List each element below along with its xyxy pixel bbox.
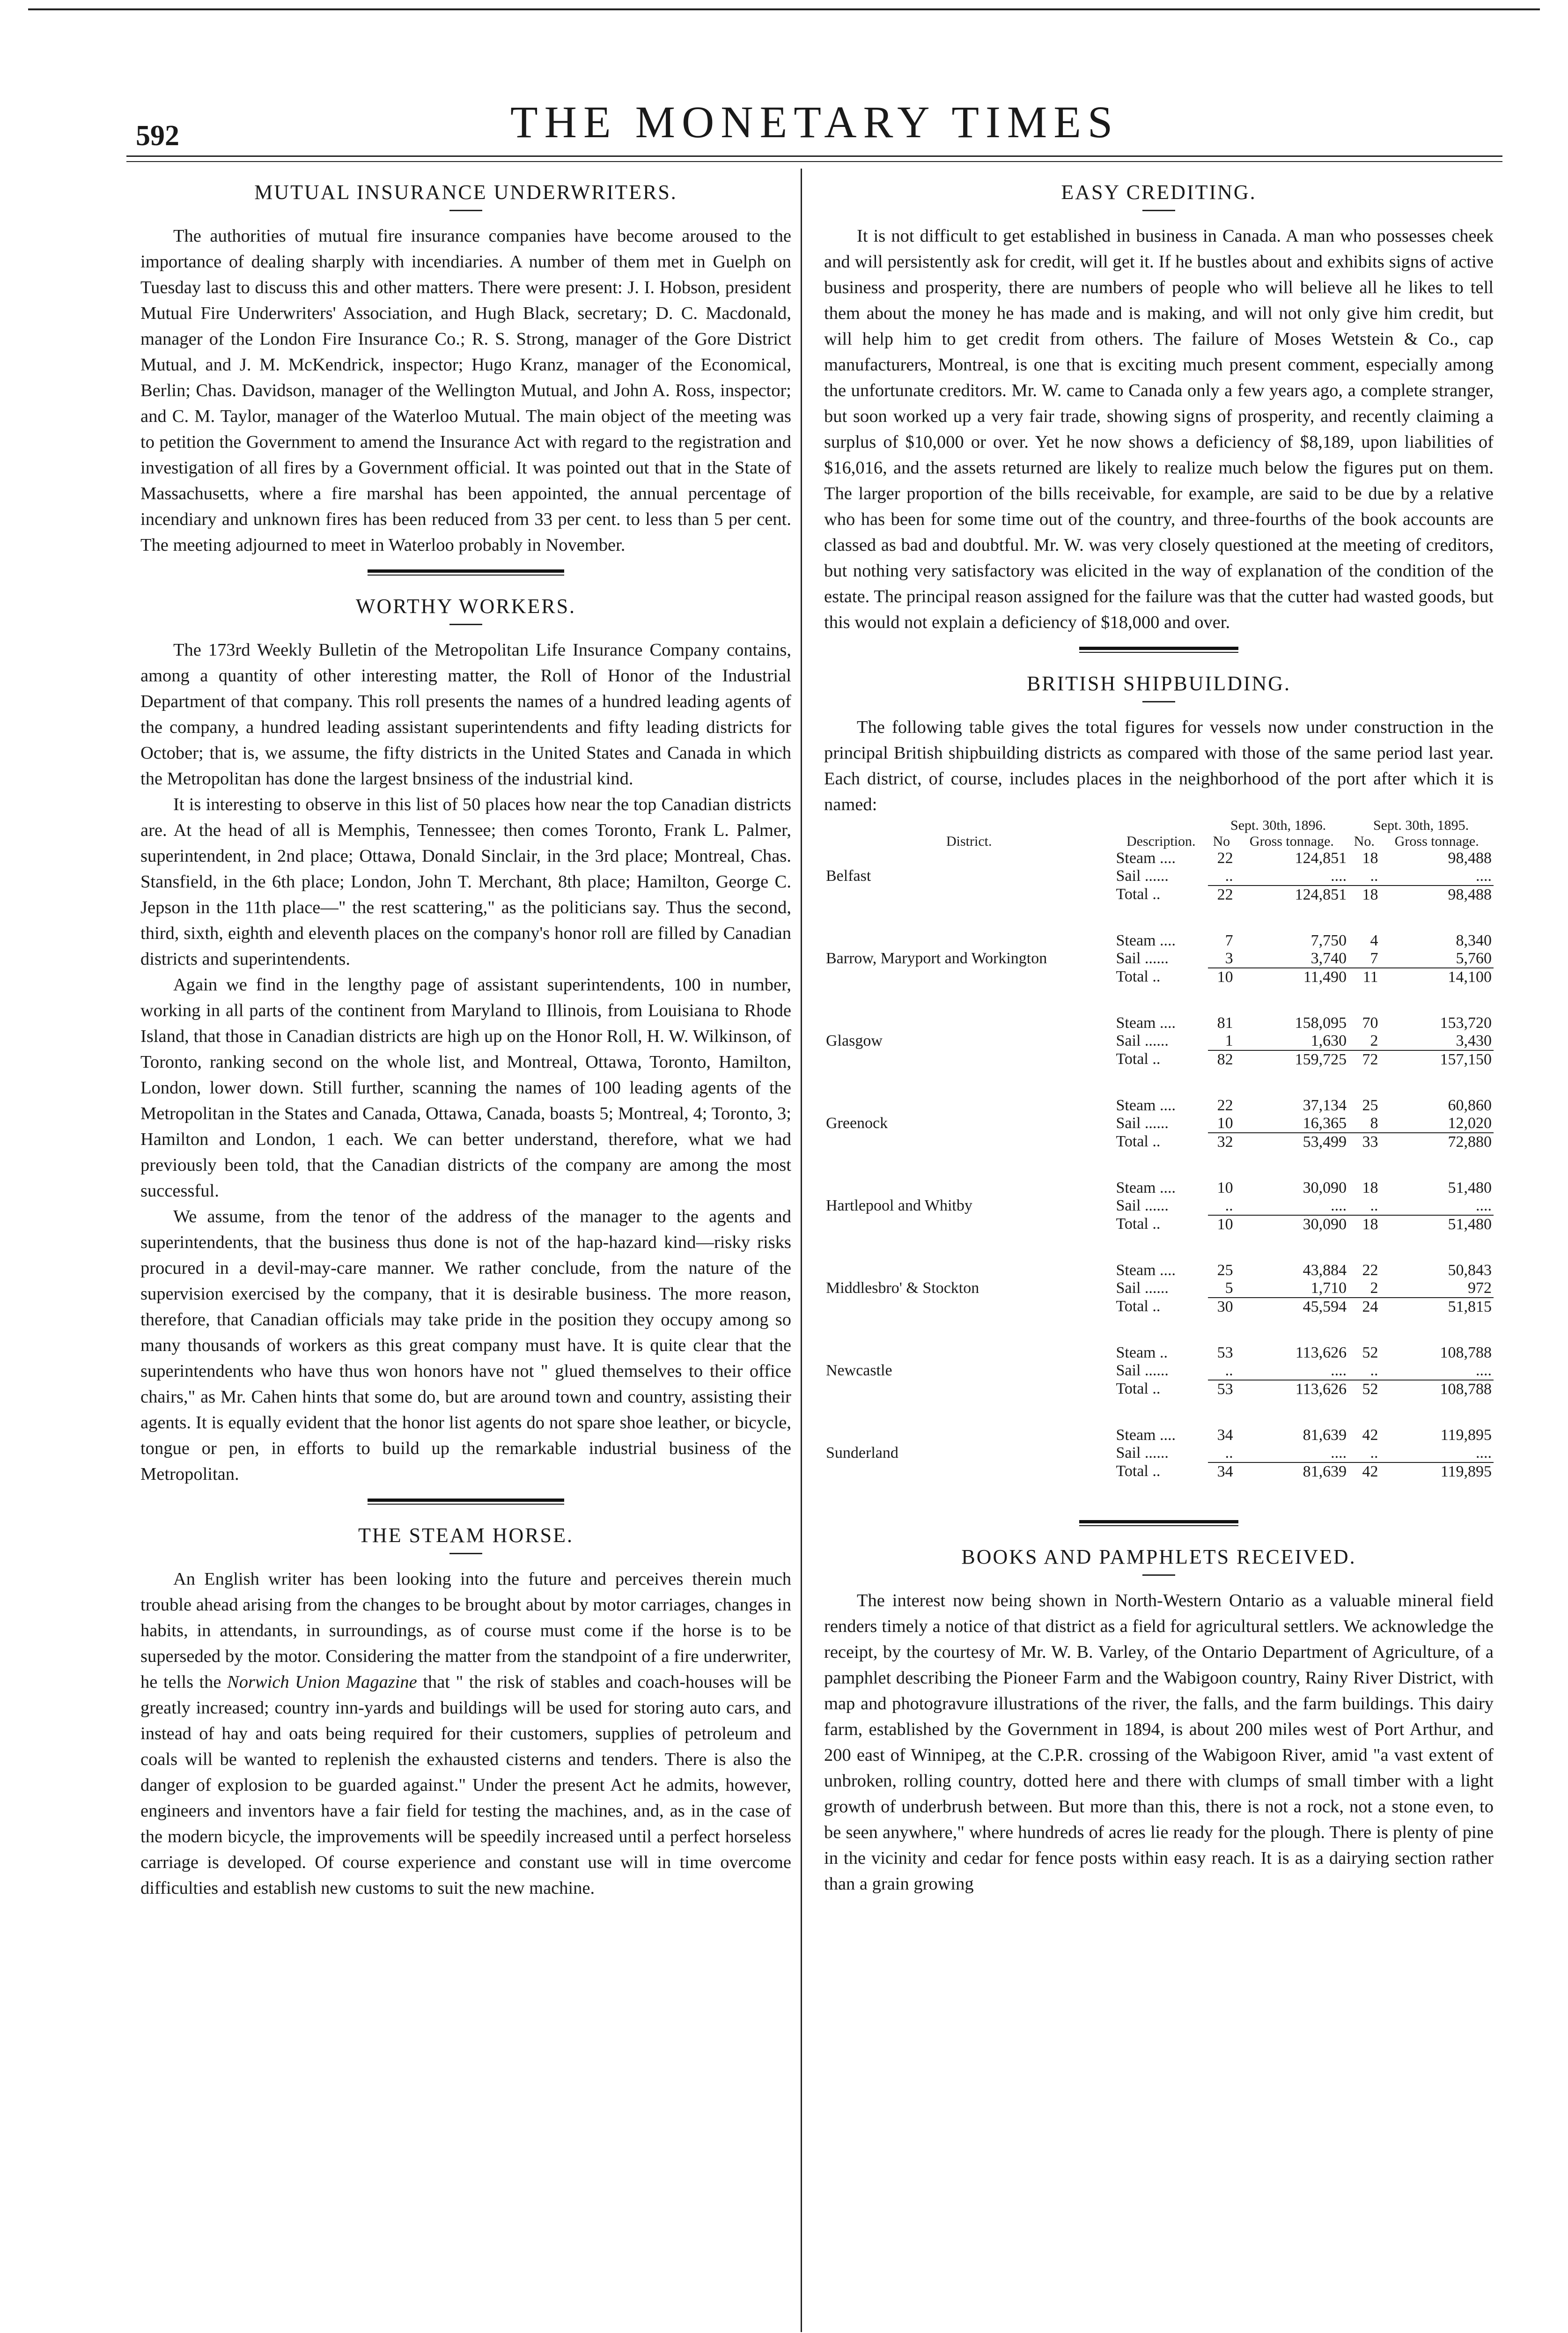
- table-cell: ....: [1476, 867, 1492, 885]
- row-description: Steam ....: [1116, 849, 1176, 867]
- table-row: [824, 867, 1494, 886]
- table-cell: 37,134: [1303, 1097, 1347, 1114]
- table-cell: 34: [1217, 1426, 1233, 1444]
- table-row: [824, 1344, 1494, 1362]
- table-cell: 108,788: [1440, 1344, 1492, 1361]
- table-cell: 159,725: [1235, 1050, 1349, 1069]
- table-cell: 10: [1208, 1215, 1235, 1233]
- table-cell: ....: [1476, 1362, 1492, 1379]
- district-name: [824, 1133, 1114, 1151]
- section-separator: [368, 569, 564, 576]
- table-cell: 30,090: [1235, 1215, 1349, 1233]
- district-name: [824, 886, 1114, 904]
- gap-cell: [824, 1316, 1494, 1344]
- district-name: [824, 1462, 1114, 1481]
- title-dash: [1142, 1574, 1175, 1576]
- row-description: Sail ......: [1116, 1362, 1169, 1379]
- table-cell: 81: [1217, 1014, 1233, 1032]
- row-description: Sail ......: [1116, 1444, 1169, 1462]
- table-cell: 11: [1348, 968, 1380, 986]
- table-cell: 42: [1348, 1462, 1380, 1481]
- table-cell: 24: [1348, 1298, 1380, 1316]
- table-cell: 43,884: [1303, 1262, 1347, 1279]
- table-cell: 3,740: [1310, 950, 1347, 967]
- table-cell: 25: [1362, 1097, 1378, 1114]
- table-row: [824, 1050, 1494, 1069]
- district-name: [824, 968, 1114, 986]
- title-dash: [1142, 210, 1175, 211]
- district-name: [824, 1426, 1114, 1444]
- table-cell: 52: [1362, 1344, 1378, 1361]
- section-separator: [1079, 647, 1238, 653]
- table-cell: 34: [1208, 1462, 1235, 1481]
- table-cell: ..: [1225, 1362, 1233, 1379]
- table-cell: 1,710: [1310, 1279, 1347, 1297]
- gap-cell: [824, 904, 1494, 932]
- table-cell: 18: [1348, 1215, 1380, 1233]
- table-cell: 153,720: [1440, 1014, 1492, 1032]
- district-name: Middlesbro' & Stockton: [826, 1279, 979, 1297]
- district-name: [824, 1179, 1114, 1197]
- article-title-ship: BRITISH SHIPBUILDING.: [1026, 672, 1291, 695]
- table-cell: 81,639: [1303, 1426, 1347, 1444]
- table-cell: 7: [1225, 932, 1233, 949]
- row-description: Sail ......: [1116, 950, 1169, 967]
- table-cell: 72: [1348, 1050, 1380, 1069]
- row-description: Total ..: [1116, 1298, 1161, 1315]
- table-cell: ..: [1225, 867, 1233, 885]
- table-cell: ..: [1370, 1362, 1378, 1379]
- title-dash: [1142, 701, 1175, 702]
- row-gap: [824, 1151, 1494, 1179]
- table-row: [824, 1032, 1494, 1050]
- table-cell: 22: [1362, 1262, 1378, 1279]
- table-cell: 25: [1217, 1262, 1233, 1279]
- table-cell: 18: [1348, 886, 1380, 904]
- table-row: [824, 1444, 1494, 1462]
- table-cell: 18: [1362, 849, 1378, 867]
- table-row: [824, 1179, 1494, 1197]
- table-cell: ..: [1225, 1444, 1233, 1462]
- table-row: [824, 968, 1494, 986]
- table-cell: 124,851: [1295, 849, 1347, 867]
- row-description: Total ..: [1116, 1050, 1161, 1068]
- table-cell: 51,815: [1380, 1298, 1494, 1316]
- row-gap: [824, 904, 1494, 932]
- table-cell: 53: [1208, 1380, 1235, 1398]
- section-separator: [1079, 1520, 1238, 1526]
- table-cell: 32: [1208, 1133, 1235, 1151]
- table-cell: 82: [1208, 1050, 1235, 1069]
- table-cell: 157,150: [1380, 1050, 1494, 1069]
- article-paragraph: Again we find in the lengthy page of assistant superintendents, 100 in number, working in all parts of the continent from Maryland to Illinois, from Louisiana to Rhode Island, that those in Canadian districts are high up on the Honor Roll, H. W. Wilkinson, of Toronto, ranking second on the whole list, and Montreal, Ottawa, Toronto, Hamilton, London, lower down. Still further, scanning the names of 100 leading agents of the Metropolitan in the States and Canada, Ottawa, Canada, boasts 5; Montreal, 4; Toronto, 3; Hamilton and London, 1 each. We can better understand, therefore, what we had previously been told, that the Canadian districts of the company are among the most successful.: [140, 975, 791, 1201]
- table-cell: ....: [1331, 867, 1347, 885]
- table-cell: ....: [1476, 1197, 1492, 1214]
- table-row: [824, 1262, 1494, 1279]
- article-paragraph: The authorities of mutual fire insurance companies have become aroused to the importance of dealing sharply with incendiaries. A number of them met in Guelph on Tuesday last to discuss this and other matters. There were present: J. I. Hobson, president Mutual Fire Underwriters' Association, and Hugh Black, secretary; D. C. Macdonald, manager of the London Fire Insurance Co.; R. S. Strong, manager of the Gore District Mutual, and J. M. McKendrick, inspector; Hugo Kranz, manager of the Economical, Berlin; Chas. Davidson, manager of the Wellington Mutual, and John A. Ross, inspector; and C. M. Taylor, manager of the Waterloo Mutual. The main object of the meeting was to petition the Government to amend the Insurance Act with regard to the registration and investigation of all fires by a Government official. It was pointed out that in the State of Massachusetts, where a fire marshal has been appointed, the annual percentage of incendiary and unknown fires has been reduced from 33 per cent. to less than 5 per cent. The meeting adjourned to meet in Waterloo probably in November.: [140, 226, 791, 555]
- gap-cell: [824, 986, 1494, 1014]
- top-rule: [28, 8, 1540, 10]
- masthead: THE MONETARY TIMES: [510, 97, 1119, 147]
- table-cell: 52: [1348, 1380, 1380, 1398]
- row-description: Steam ....: [1116, 1426, 1176, 1444]
- table-cell: 10: [1217, 1179, 1233, 1196]
- table-cell: 1: [1225, 1032, 1233, 1049]
- gap-cell: [824, 1481, 1494, 1509]
- row-description: Steam ....: [1116, 1097, 1176, 1114]
- district-name: [824, 932, 1114, 950]
- article-title-mutual: MUTUAL INSURANCE UNDERWRITERS.: [254, 181, 677, 204]
- table-row: [824, 932, 1494, 950]
- table-row: [824, 950, 1494, 968]
- table-cell: 11,490: [1235, 968, 1349, 986]
- district-name: Glasgow: [826, 1032, 883, 1049]
- gap-cell: [824, 1233, 1494, 1262]
- shipbuilding-table: [824, 818, 1494, 1509]
- row-description: Total ..: [1116, 968, 1161, 985]
- table-row: [824, 1014, 1494, 1032]
- row-description: Total ..: [1116, 1133, 1161, 1150]
- row-gap: [824, 1233, 1494, 1262]
- left-column: [140, 162, 791, 1901]
- article-title-easy: EASY CREDITING.: [1061, 181, 1257, 204]
- table-cell: ....: [1331, 1444, 1347, 1462]
- article-paragraph: [140, 1566, 791, 1901]
- table-row: [824, 1362, 1494, 1380]
- table-cell: ..: [1225, 1197, 1233, 1214]
- table-cell: ....: [1331, 1197, 1347, 1214]
- table-cell: 158,095: [1295, 1014, 1347, 1032]
- table-cell: 7,750: [1310, 932, 1347, 949]
- table-cell: 30: [1208, 1298, 1235, 1316]
- text-run: An English writer has been looking into the future and perceives therein much trouble ahead arising from the changes to be brought about by motor carriages, changes in habits, in attendants, in surroundings, as of course must come if the horse is to be superseded by the motor. Considering the matter from the standpoint of a fire underwriter, he tells the: [140, 1569, 791, 1692]
- district-name: [824, 1097, 1114, 1115]
- table-cell: 12,020: [1448, 1115, 1492, 1132]
- col-no: No: [1213, 834, 1230, 849]
- table-cell: 3,430: [1456, 1032, 1492, 1049]
- row-description: Total ..: [1116, 886, 1161, 903]
- district-name: Greenock: [826, 1115, 888, 1132]
- row-gap: [824, 986, 1494, 1014]
- row-gap: [824, 1481, 1494, 1509]
- col-gross: Gross tonnage.: [1249, 834, 1334, 849]
- title-dash: [449, 624, 482, 625]
- table-cell: ..: [1370, 867, 1378, 885]
- district-name: [824, 1298, 1114, 1316]
- table-cell: 98,488: [1448, 849, 1492, 867]
- table-cell: 5: [1225, 1279, 1233, 1297]
- right-column: [824, 162, 1494, 1897]
- table-cell: 22: [1217, 849, 1233, 867]
- row-description: Sail ......: [1116, 1279, 1169, 1297]
- magazine-title: Norwich Union Magazine: [227, 1672, 417, 1692]
- col-gross: Gross tonnage.: [1394, 834, 1479, 849]
- table-cell: 18: [1362, 1179, 1378, 1196]
- column-divider: [801, 169, 802, 2332]
- table-row: [824, 1279, 1494, 1298]
- gap-cell: [824, 1069, 1494, 1097]
- table-row: [824, 1133, 1494, 1151]
- table-spacer: [824, 818, 1114, 834]
- table-cell: ..: [1370, 1197, 1378, 1214]
- table-cell: 119,895: [1440, 1426, 1492, 1444]
- table-spacer: [1114, 818, 1208, 834]
- col-no: No.: [1354, 834, 1375, 849]
- district-name: Hartlepool and Whitby: [826, 1197, 972, 1214]
- row-description: Steam ....: [1116, 1014, 1176, 1032]
- table-cell: 70: [1362, 1014, 1378, 1032]
- row-description: Total ..: [1116, 1215, 1161, 1233]
- table-row: [824, 1426, 1494, 1444]
- gap-cell: [824, 1151, 1494, 1179]
- article-paragraph: It is not difficult to get established in business in Canada. A man who possesses cheek and will persistently ask for credit, will get it. If he bustles about and exhibits signs of active business and prosperity, there are numbers of people who will believe all he likes to tell them about the money he has made and is making, and will not only give him credit, but will help him to get credit from others. The failure of Moses Wetstein & Co., cap manufacturers, Montreal, is one that is exciting much present comment, especially among the unfortunate creditors. Mr. W. came to Canada only a few years ago, a complete stranger, but soon worked up a very fair trade, showing signs of prosperity, and recently claiming a surplus of $10,000 or over. Yet he now shows a deficiency of $8,189, upon liabilities of $16,016, and the assets returned are likely to realize much below the figures put on them. The larger proportion of the bills receivable, for example, are said to be due by a relative who has been for some time out of the country, and three-fourths of the book accounts are classed as bad and doubtful. Mr. W. was very closely questioned at the meeting of creditors, but nothing very satisfactory was elicited in the way of explanation of the condition of the estate. The principal reason assigned for the failure was that the cutter had wasted goods, but this would not explain a deficiency of $18,000 and over.: [824, 226, 1494, 632]
- table-cell: ..: [1370, 1444, 1378, 1462]
- col-district: District.: [946, 834, 992, 849]
- table-row: [824, 1462, 1494, 1481]
- row-description: Steam ....: [1116, 1262, 1176, 1279]
- row-description: Steam ....: [1116, 1179, 1176, 1196]
- article-paragraph: The interest now being shown in North-Western Ontario as a valuable mineral field renders timely a notice of that district as a field for agricultural settlers. We acknowledge the receipt, by the courtesy of Mr. W. B. Varley, of the Ontario Department of Agriculture, of a pamphlet describing the Pioneer Farm and the Wabigoon country, Rainy River District, with map and photogravure illustrations of the river, the falls, and the farm buildings. This dairy farm, established by the Government in 1894, is about 200 miles west of Port Arthur, and 200 east of Winnipeg, at the C.P.R. crossing of the Wabigoon River, amid "a vast extent of unbroken, rolling country, dotted here and there with clumps of small timber with a light growth of underbrush between. But more than this, there is not a rock, not a stone even, to be seen anywhere," where hundreds of acres lie ready for the plough. There is plenty of pine in the vicinity and cedar for fence posts within easy reach. It is as a dairying section rather than a grain growing: [824, 1591, 1494, 1894]
- district-name: [824, 1380, 1114, 1398]
- article-paragraph: We assume, from the tenor of the address of the manager to the agents and superintendents, that the business thus done is not of the hap-hazard kind—risky risks procured in a devil-may-care manner. We rather conclude, from the nature of the supervision exercised by the company, that it is desirable business. The more reason, therefore, that Canadian officials may take pride in the position they occupy among so many thousands of workers as this great company must have. It is quite clear that the superintendents who have thus won honors have not " glued themselves to their office chairs," as Mr. Cahen hints that some do, but are around town and country, assisting their agents. It is equally evident that the honor list agents do not spare shoe leather, or bicycle, tongue or pen, in efforts to build up the remarkable industrial business of the Metropolitan.: [140, 1207, 791, 1484]
- table-row: [824, 1380, 1494, 1398]
- table-row: [824, 1115, 1494, 1133]
- table-cell: 972: [1468, 1279, 1492, 1297]
- text-run: that " the risk of stables and coach-houses will be greatly increased; country inn-yards and buildings will be used for storing auto cars, and instead of hay and oats being required for their customers, supplies of petroleum and coals will be wanted to replenish the exhausted cisterns and tenders. There is also the danger of explosion to be guarded against." Under the present Act he admits, however, engineers and inventors have a fair field for testing the machines, and, as in the case of the modern bicycle, the improvements will be speedily increased until a perfect horseless carriage is developed. Of course experience and constant use will in time overcome difficulties and establish new customs to suit the new machine.: [140, 1672, 792, 1898]
- table-cell: 33: [1348, 1133, 1380, 1151]
- table-cell: 124,851: [1235, 886, 1349, 904]
- table-cell: 53,499: [1235, 1133, 1349, 1151]
- table-cell: 8,340: [1456, 932, 1492, 949]
- table-cell: 45,594: [1235, 1298, 1349, 1316]
- table-cell: 60,860: [1448, 1097, 1492, 1114]
- row-description: Sail ......: [1116, 1032, 1169, 1049]
- title-dash: [449, 1553, 482, 1554]
- table-cell: 72,880: [1380, 1133, 1494, 1151]
- table-cell: 16,365: [1303, 1115, 1347, 1132]
- table-cell: 7: [1370, 950, 1378, 967]
- gap-cell: [824, 1398, 1494, 1426]
- table-cell: 8: [1370, 1115, 1378, 1132]
- table-cell: 10: [1217, 1115, 1233, 1132]
- district-name: [824, 1262, 1114, 1279]
- article-paragraph: The following table gives the total figures for vessels now under construction in the principal British shipbuilding districts as compared with those of the same period last year. Each district, of course, includes places in the neighborhood of the port after which it is named:: [824, 717, 1494, 814]
- table-cell: 51,480: [1448, 1179, 1492, 1196]
- table-cell: 81,639: [1235, 1462, 1349, 1481]
- period-1896: Sept. 30th, 1896.: [1230, 818, 1326, 833]
- table-cell: 2: [1370, 1032, 1378, 1049]
- table-row: [824, 1215, 1494, 1233]
- row-gap: [824, 1069, 1494, 1097]
- row-description: Sail ......: [1116, 1197, 1169, 1214]
- table-cell: ....: [1476, 1444, 1492, 1462]
- period-1895: Sept. 30th, 1895.: [1373, 818, 1469, 833]
- section-separator: [368, 1499, 564, 1505]
- district-name: Belfast: [826, 867, 871, 885]
- district-name: [824, 1050, 1114, 1069]
- table-cell: 3: [1225, 950, 1233, 967]
- table-row: [824, 1197, 1494, 1215]
- table-cell: 30,090: [1303, 1179, 1347, 1196]
- table-cell: 10: [1208, 968, 1235, 986]
- table-cell: 98,488: [1380, 886, 1494, 904]
- article-paragraph: The 173rd Weekly Bulletin of the Metropolitan Life Insurance Company contains, among a quantity of other interesting matter, the Roll of Honor of the Industrial Department of that company. This roll presents the names of a hundred leading agents of the company, a hundred leading assistant superintendents and fifty leading districts for October; that is, we assume, the fifty districts in the United States and Canada in which the Metropolitan has done the largest bnsiness of the industrial kind.: [140, 640, 791, 789]
- table-cell: ....: [1331, 1362, 1347, 1379]
- article-title-books: BOOKS AND PAMPHLETS RECEIVED.: [961, 1545, 1356, 1568]
- row-description: Total ..: [1116, 1380, 1161, 1397]
- table-cell: 108,788: [1380, 1380, 1494, 1398]
- table-cell: 50,843: [1448, 1262, 1492, 1279]
- table-cell: 53: [1217, 1344, 1233, 1361]
- row-gap: [824, 1316, 1494, 1344]
- article-title-steam: THE STEAM HORSE.: [358, 1524, 574, 1547]
- shipbuilding-body: [824, 849, 1494, 1509]
- article-paragraph: It is interesting to observe in this list of 50 places how near the top Canadian districts are. At the head of all is Memphis, Tennessee; then comes Toronto, Frank L. Palmer, superintendent, in 2nd place; Ottawa, Donald Sinclair, in the 3rd place; Montreal, Chas. Stansfield, in the 6th place; London, John T. Merchant, 8th place; Hamilton, George C. Jepson in the 11th place—" the rest scattering," as the politicians say. Thus the second, third, sixth, eighth and eleventh places on the company's honor roll are filled by Canadian districts and superintendents.: [140, 795, 791, 969]
- table-cell: 113,626: [1295, 1344, 1347, 1361]
- table-cell: 5,760: [1456, 950, 1492, 967]
- table-cell: 42: [1362, 1426, 1378, 1444]
- table-row: [824, 849, 1494, 867]
- table-cell: 51,480: [1380, 1215, 1494, 1233]
- table-cell: 22: [1208, 886, 1235, 904]
- district-name: Sunderland: [826, 1444, 898, 1462]
- row-description: Total ..: [1116, 1462, 1161, 1480]
- row-description: Sail ......: [1116, 867, 1169, 885]
- district-name: [824, 1215, 1114, 1233]
- district-name: [824, 849, 1114, 867]
- table-cell: 4: [1370, 932, 1378, 949]
- table-row: [824, 1298, 1494, 1316]
- table-cell: 1,630: [1310, 1032, 1347, 1049]
- row-description: Steam ....: [1116, 932, 1176, 949]
- col-description: Description.: [1126, 834, 1196, 849]
- row-description: Sail ......: [1116, 1115, 1169, 1132]
- table-cell: 22: [1217, 1097, 1233, 1114]
- header-rule: [126, 155, 1502, 157]
- table-cell: 113,626: [1235, 1380, 1349, 1398]
- district-name: Barrow, Maryport and Workington: [826, 950, 1047, 967]
- row-gap: [824, 1398, 1494, 1426]
- district-name: [824, 1014, 1114, 1032]
- table-row: [824, 886, 1494, 904]
- table-row: [824, 1097, 1494, 1115]
- district-name: Newcastle: [826, 1362, 892, 1379]
- table-cell: 14,100: [1380, 968, 1494, 986]
- page-number: 592: [136, 120, 179, 152]
- district-name: [824, 1344, 1114, 1362]
- table-cell: 2: [1370, 1279, 1378, 1297]
- row-description: Steam ..: [1116, 1344, 1168, 1361]
- article-title-worthy: WORTHY WORKERS.: [355, 595, 576, 618]
- table-cell: 119,895: [1380, 1462, 1494, 1481]
- title-dash: [449, 210, 482, 211]
